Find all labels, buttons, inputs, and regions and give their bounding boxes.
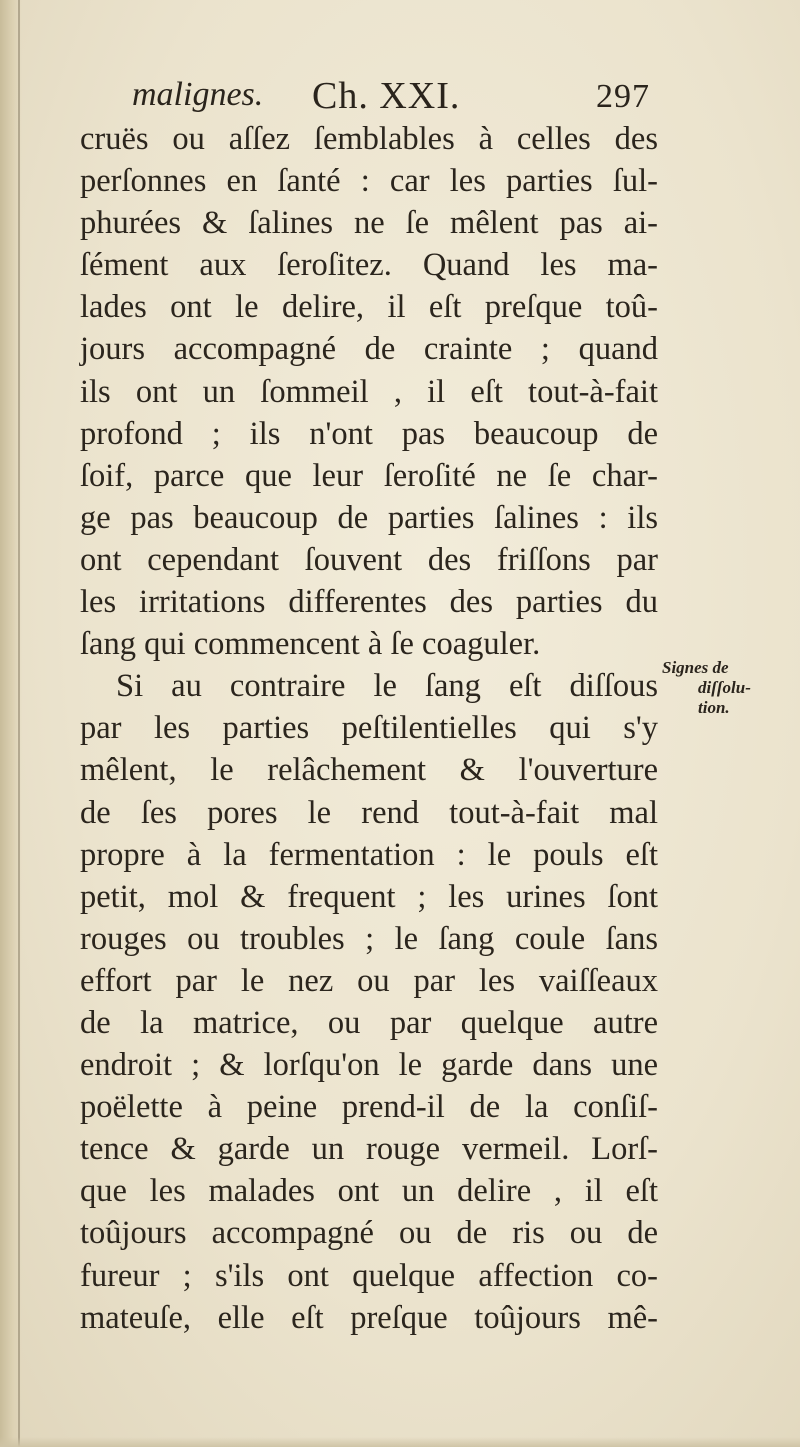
text-line: ge pas beaucoup de parties ſalines : ils: [80, 499, 658, 536]
running-head: malignes.: [132, 76, 264, 113]
text-line: ils ont un ſommeil , il eſt tout-à-fait: [80, 373, 658, 410]
paragraph-start-line: Si au contraire le ſang eſt diſſous: [116, 668, 658, 705]
chapter-number: Ch. XXI.: [312, 75, 461, 117]
text-line: ſang qui commencent à ſe coaguler.: [80, 626, 541, 663]
text-line: phurées & ſalines ne ſe mêlent pas ai-: [80, 205, 658, 242]
text-line: cruës ou aſſez ſemblables à celles des: [80, 121, 658, 157]
text-line: endroit ; & lorſqu'on le garde dans une: [80, 1047, 658, 1084]
text-line: ſoif, parce que leur ſeroſité ne ſe char-: [80, 457, 658, 494]
body-text: [80, 118, 658, 1339]
text-line: ſément aux ſeroſitez. Quand les ma-: [80, 247, 658, 284]
text-line: que les malades ont un delire , il eſt: [80, 1173, 658, 1210]
text-line: perſonnes en ſanté : car les parties ſul-: [80, 163, 658, 200]
text-line: jours accompagné de crainte ; quand: [80, 331, 658, 368]
text-line: effort par le nez ou par les vaiſſeaux: [80, 962, 658, 999]
text-line: mêlent, le relâchement & l'ouverture: [80, 752, 658, 789]
margin-note: [662, 658, 792, 718]
margin-note-line: diſſolu-: [698, 678, 751, 697]
text-line: mateuſe, elle eſt preſque toûjours mê-: [80, 1299, 658, 1336]
text-line: poëlette à peine prend-il de la conſiſ-: [80, 1089, 658, 1126]
text-line: lades ont le delire, il eſt preſque toû-: [80, 289, 658, 326]
page-number: 297: [596, 78, 650, 115]
text-line: les irritations differentes des parties du: [80, 584, 658, 621]
text-line: rouges ou troubles ; le ſang coule ſans: [80, 920, 658, 957]
text-line: petit, mol & frequent ; les urines ſont: [80, 878, 658, 915]
text-line: tence & garde un rouge vermeil. Lorſ-: [80, 1131, 658, 1168]
text-line: propre à la fermentation : le pouls eſt: [80, 836, 658, 873]
text-line: par les parties peſtilentielles qui s'y: [80, 710, 658, 747]
text-line: de la matrice, ou par quelque autre: [80, 1004, 658, 1041]
page-bottom-shadow: [0, 1437, 800, 1447]
text-line: fureur ; s'ils ont quelque affection co-: [80, 1257, 658, 1294]
margin-note-line: Signes de: [662, 658, 729, 677]
text-line: toûjours accompagné ou de ris ou de: [80, 1215, 658, 1252]
text-line: profond ; ils n'ont pas beaucoup de: [80, 415, 658, 452]
text-line: ont cependant ſouvent des friſſons par: [80, 541, 658, 578]
text-line: de ſes pores le rend tout-à-fait mal: [80, 794, 658, 831]
margin-note-line: tion.: [698, 698, 730, 717]
page-edge-line: [18, 0, 20, 1447]
